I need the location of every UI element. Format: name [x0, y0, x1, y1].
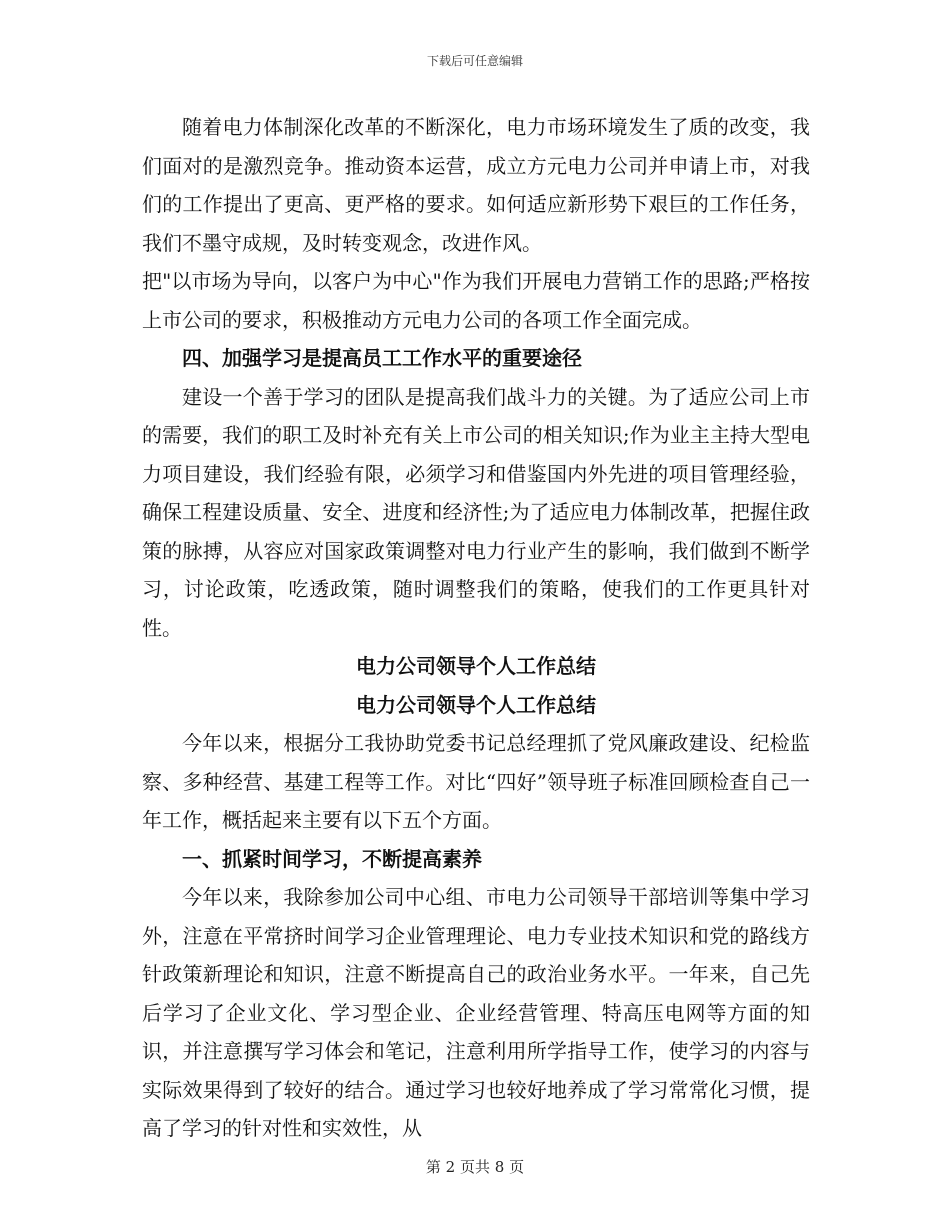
document-title-repeat: 电力公司领导个人工作总结	[356, 692, 596, 717]
document-body	[142, 108, 810, 1148]
section-heading-four: 四、加强学习是提高员工工作水平的重要途径	[182, 346, 582, 370]
paragraph-market-orientation: 把"以市场为导向，以客户为中心"作为我们开展电力营销工作的思路;严格按上市公司的要求，积极推动方元电力公司的各项工作全面完成。	[142, 269, 810, 332]
document-title: 电力公司领导个人工作总结	[356, 654, 596, 678]
paragraph-study: 今年以来，我除参加公司中心组、市电力公司领导干部培训等集中学习外，注意在平常挤时间学习企业管理理论、电力专业技术知识和党的路线方针政策新理论和知识，注意不断提高自己的政治业务水平。一年来，自己先后学习了企业文化、学习型企业、企业经营管理、特高压电网等方面的知识，并注意撰写学习体会和笔记，注意利用所学指导工作，使学习的内容与实际效果得到了较好的结合。通过学习也较好地养成了学习常常化习惯，提高了学习的针对性和实效性，从	[142, 885, 810, 1140]
paragraph-learning-team: 建设一个善于学习的团队是提高我们战斗力的关键。为了适应公司上市的需要，我们的职工及时补充有关上市公司的相关知识;作为业主主持大型电力项目建设，我们经验有限，必须学习和借鉴国内外先进的项目管理经验，确保工程建设质量、安全、进度和经济性;为了适应电力体制改革，把握住政策的脉搏，从容应对国家政策调整对电力行业产生的影响，我们做到不断学习，讨论政策，吃透政策，随时调整我们的策略，使我们的工作更具针对性。	[142, 384, 810, 640]
page-header: 下载后可任意编辑	[426, 54, 523, 68]
paragraph-intro: 今年以来，根据分工我协助党委书记总经理抓了党风廉政建设、纪检监察、多种经营、基建工程等工作。对比“四好”领导班子标准回顾检查自己一年工作，概括起来主要有以下五个方面。	[142, 731, 810, 832]
section-heading-one: 一、抓紧时间学习，不断提高素养	[182, 846, 482, 871]
page-footer: 第 2 页共 8 页	[425, 1158, 525, 1176]
paragraph-reform: 随着电力体制深化改革的不断深化，电力市场环境发生了质的改变，我们面对的是激烈竞争。推动资本运营，成立方元电力公司并申请上市，对我们的工作提出了更高、更严格的要求。如何适应新形势下艰巨的工作任务，我们不墨守成规，及时转变观念，改进作风。	[142, 115, 810, 255]
